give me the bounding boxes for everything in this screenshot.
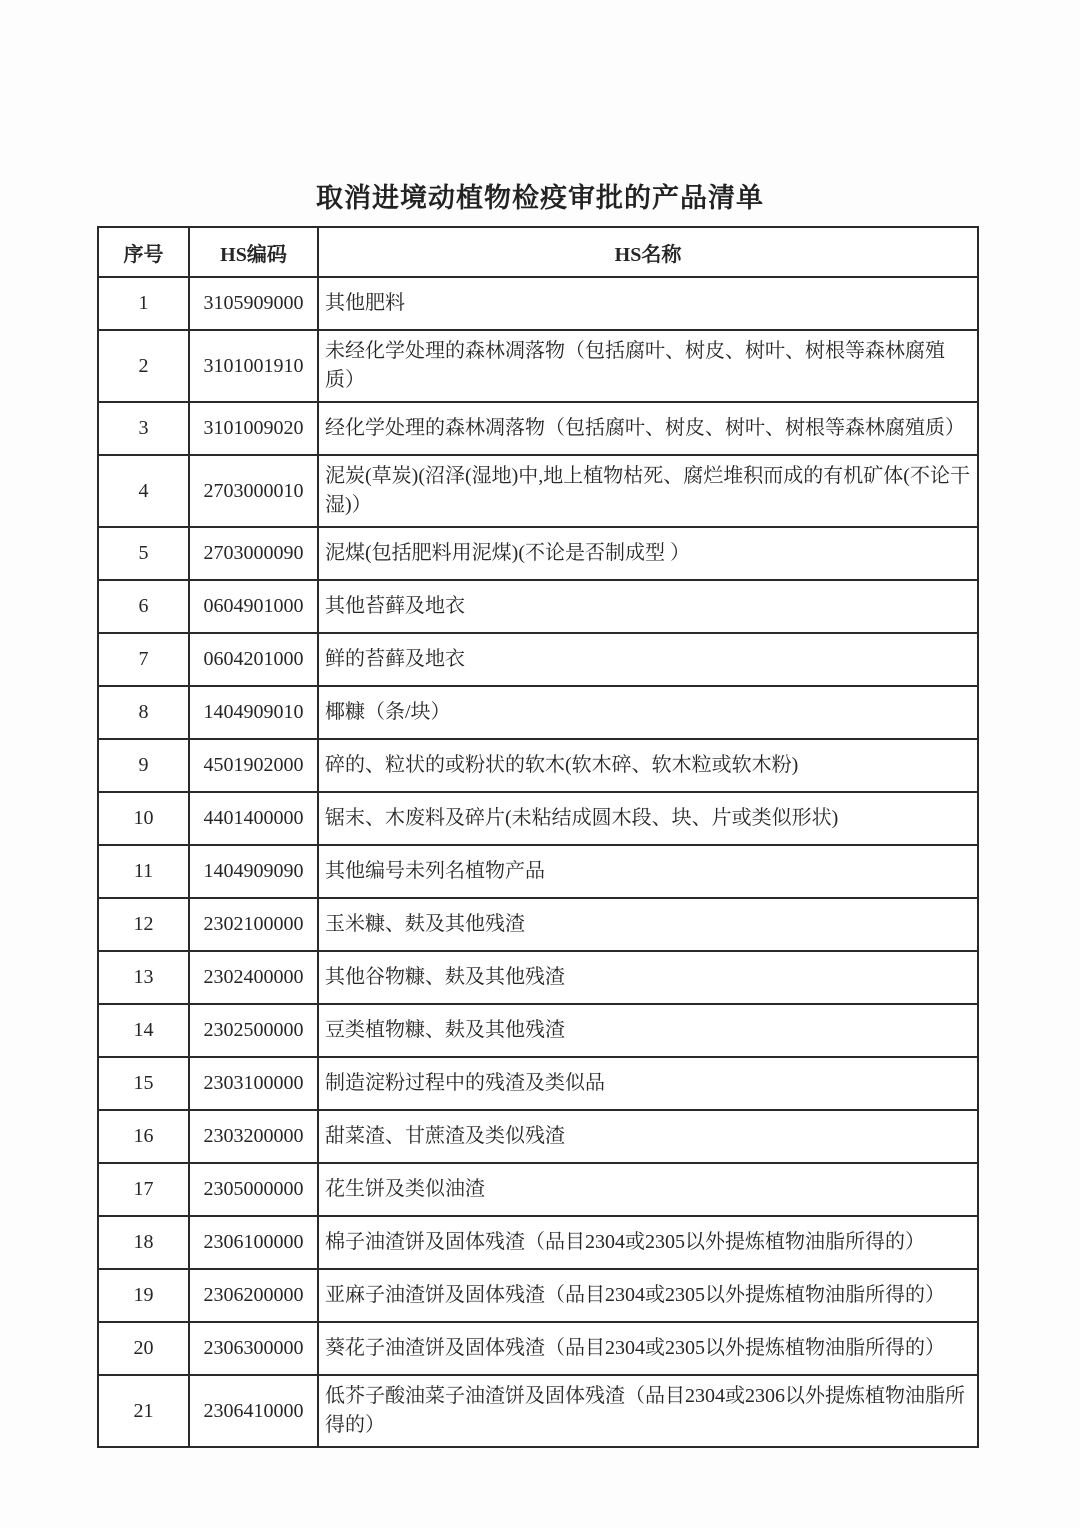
row-hs-code: 3101009020 xyxy=(189,402,318,455)
table-row xyxy=(98,633,978,686)
table-row xyxy=(98,1375,978,1447)
row-hs-name: 其他肥料 xyxy=(318,277,978,330)
table-row xyxy=(98,792,978,845)
table-row xyxy=(98,1004,978,1057)
row-serial-number: 5 xyxy=(98,527,189,580)
row-hs-code: 1404909010 xyxy=(189,686,318,739)
row-hs-name: 葵花子油渣饼及固体残渣（品目2304或2305以外提炼植物油脂所得的） xyxy=(318,1322,978,1375)
table-row xyxy=(98,898,978,951)
table-row xyxy=(98,845,978,898)
table-row xyxy=(98,951,978,1004)
row-hs-name: 玉米糠、麸及其他残渣 xyxy=(318,898,978,951)
row-serial-number: 15 xyxy=(98,1057,189,1110)
row-serial-number: 16 xyxy=(98,1110,189,1163)
header-col-serial-number: 序号 xyxy=(98,227,189,277)
row-hs-code: 4501902000 xyxy=(189,739,318,792)
row-hs-name: 鲜的苔藓及地衣 xyxy=(318,633,978,686)
row-hs-code: 2303100000 xyxy=(189,1057,318,1110)
row-hs-name: 经化学处理的森林凋落物（包括腐叶、树皮、树叶、树根等森林腐殖质） xyxy=(318,402,978,455)
table-body xyxy=(98,277,978,1447)
header-col-hs-name: HS名称 xyxy=(318,227,978,277)
row-hs-name: 制造淀粉过程中的残渣及类似品 xyxy=(318,1057,978,1110)
row-hs-name: 亚麻子油渣饼及固体残渣（品目2304或2305以外提炼植物油脂所得的） xyxy=(318,1269,978,1322)
row-hs-name: 其他谷物糠、麸及其他残渣 xyxy=(318,951,978,1004)
row-serial-number: 13 xyxy=(98,951,189,1004)
row-hs-code: 1404909090 xyxy=(189,845,318,898)
row-serial-number: 2 xyxy=(98,330,189,402)
table-row xyxy=(98,330,978,402)
row-hs-name: 碎的、粒状的或粉状的软木(软木碎、软木粒或软木粉) xyxy=(318,739,978,792)
row-hs-name: 其他苔藓及地衣 xyxy=(318,580,978,633)
row-serial-number: 3 xyxy=(98,402,189,455)
hs-product-table xyxy=(97,226,979,1448)
row-serial-number: 18 xyxy=(98,1216,189,1269)
row-hs-code: 0604201000 xyxy=(189,633,318,686)
row-serial-number: 17 xyxy=(98,1163,189,1216)
row-serial-number: 12 xyxy=(98,898,189,951)
table-row xyxy=(98,1110,978,1163)
row-serial-number: 1 xyxy=(98,277,189,330)
row-hs-name: 椰糠（条/块） xyxy=(318,686,978,739)
row-serial-number: 10 xyxy=(98,792,189,845)
row-serial-number: 8 xyxy=(98,686,189,739)
table-row xyxy=(98,402,978,455)
row-serial-number: 11 xyxy=(98,845,189,898)
row-hs-code: 4401400000 xyxy=(189,792,318,845)
row-hs-code: 0604901000 xyxy=(189,580,318,633)
row-hs-name: 棉子油渣饼及固体残渣（品目2304或2305以外提炼植物油脂所得的） xyxy=(318,1216,978,1269)
row-hs-name: 泥炭(草炭)(沼泽(湿地)中,地上植物枯死、腐烂堆积而成的有机矿体(不论干湿)） xyxy=(318,455,978,527)
row-serial-number: 6 xyxy=(98,580,189,633)
table-row xyxy=(98,455,978,527)
row-serial-number: 19 xyxy=(98,1269,189,1322)
row-serial-number: 14 xyxy=(98,1004,189,1057)
table-row xyxy=(98,580,978,633)
table-row xyxy=(98,1163,978,1216)
row-hs-name: 未经化学处理的森林凋落物（包括腐叶、树皮、树叶、树根等森林腐殖质） xyxy=(318,330,978,402)
table-row xyxy=(98,277,978,330)
row-hs-code: 2302400000 xyxy=(189,951,318,1004)
table-row xyxy=(98,1269,978,1322)
row-hs-code: 2306100000 xyxy=(189,1216,318,1269)
row-hs-code: 2306300000 xyxy=(189,1322,318,1375)
row-serial-number: 20 xyxy=(98,1322,189,1375)
row-hs-code: 2303200000 xyxy=(189,1110,318,1163)
row-hs-code: 3105909000 xyxy=(189,277,318,330)
header-col-hs-code: HS编码 xyxy=(189,227,318,277)
row-hs-code: 2305000000 xyxy=(189,1163,318,1216)
row-hs-name: 锯末、木废料及碎片(未粘结成圆木段、块、片或类似形状) xyxy=(318,792,978,845)
row-hs-code: 2703000010 xyxy=(189,455,318,527)
row-hs-name: 低芥子酸油菜子油渣饼及固体残渣（品目2304或2306以外提炼植物油脂所得的） xyxy=(318,1375,978,1447)
row-serial-number: 7 xyxy=(98,633,189,686)
row-hs-code: 3101001910 xyxy=(189,330,318,402)
row-serial-number: 4 xyxy=(98,455,189,527)
page-title: 取消进境动植物检疫审批的产品清单 xyxy=(316,183,764,213)
row-hs-code: 2302500000 xyxy=(189,1004,318,1057)
row-serial-number: 21 xyxy=(98,1375,189,1447)
table-row xyxy=(98,1057,978,1110)
row-hs-name: 豆类植物糠、麸及其他残渣 xyxy=(318,1004,978,1057)
table-row xyxy=(98,527,978,580)
row-hs-name: 甜菜渣、甘蔗渣及类似残渣 xyxy=(318,1110,978,1163)
row-hs-name: 其他编号未列名植物产品 xyxy=(318,845,978,898)
table-header-row xyxy=(98,227,978,277)
row-hs-code: 2306200000 xyxy=(189,1269,318,1322)
row-hs-name: 花生饼及类似油渣 xyxy=(318,1163,978,1216)
table-row xyxy=(98,1322,978,1375)
table-row xyxy=(98,686,978,739)
table-row xyxy=(98,1216,978,1269)
table-row xyxy=(98,739,978,792)
row-serial-number: 9 xyxy=(98,739,189,792)
row-hs-code: 2703000090 xyxy=(189,527,318,580)
row-hs-code: 2302100000 xyxy=(189,898,318,951)
row-hs-name: 泥煤(包括肥料用泥煤)(不论是否制成型 ） xyxy=(318,527,978,580)
row-hs-code: 2306410000 xyxy=(189,1375,318,1447)
